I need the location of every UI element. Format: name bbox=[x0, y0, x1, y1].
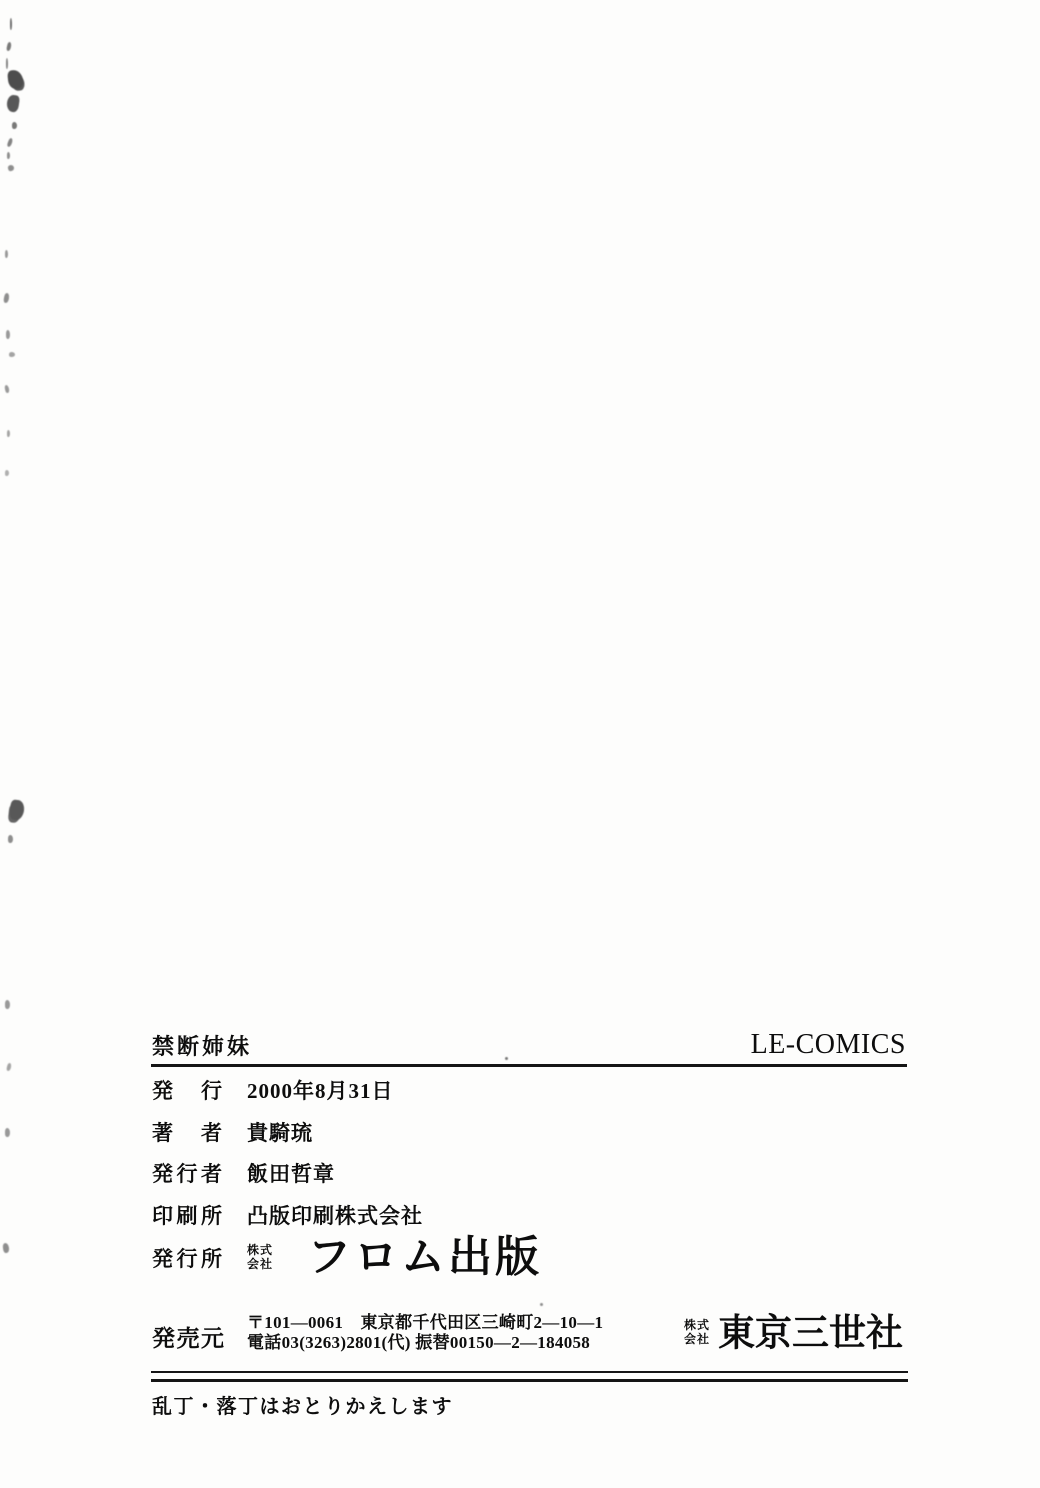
scan-artifact bbox=[5, 1000, 10, 1009]
row-value: 凸版印刷株式会社 bbox=[247, 1204, 423, 1228]
distributor-name: 東京三世社 bbox=[718, 1311, 904, 1354]
scan-artifact bbox=[7, 138, 14, 148]
scan-artifact bbox=[7, 164, 14, 171]
row-label: 印刷所 bbox=[152, 1205, 222, 1228]
scan-artifact bbox=[5, 1128, 10, 1137]
row-value: 貴騎琉 bbox=[247, 1121, 313, 1145]
corporation-prefix-bottom: 会社 bbox=[247, 1257, 274, 1271]
row-label: 発行 bbox=[152, 1080, 222, 1103]
scan-artifact bbox=[6, 42, 12, 52]
row-label: 著者 bbox=[152, 1122, 222, 1145]
scan-artifact bbox=[6, 330, 10, 339]
scan-artifact bbox=[6, 1063, 12, 1072]
row-label: 発行者 bbox=[152, 1163, 222, 1186]
scan-artifact bbox=[7, 430, 10, 437]
scan-artifact bbox=[6, 94, 20, 113]
row-value: 2000年8月31日 bbox=[247, 1079, 394, 1103]
scan-artifact bbox=[10, 18, 12, 30]
scan-artifact bbox=[7, 69, 24, 89]
corporation-prefix-top: 株式 bbox=[247, 1243, 274, 1258]
scan-artifact bbox=[505, 1057, 508, 1060]
book-title: 禁断姉妹 bbox=[152, 1034, 253, 1059]
scan-artifact bbox=[6, 58, 8, 69]
colophon-row-printer bbox=[152, 1200, 423, 1230]
colophon-row-publisher-person bbox=[152, 1158, 335, 1188]
colophon-row-author bbox=[152, 1117, 313, 1147]
scan-artifact bbox=[3, 293, 10, 304]
corporation-prefix bbox=[247, 1244, 273, 1272]
scan-artifact bbox=[5, 470, 9, 476]
address-line-2: 電話03(3263)2801(代) 振替00150—2—184058 bbox=[247, 1333, 591, 1352]
scan-artifact bbox=[540, 1303, 543, 1306]
publisher-name: フロム出版 bbox=[307, 1233, 543, 1282]
colophon-row-published bbox=[152, 1075, 394, 1105]
scan-artifact bbox=[9, 799, 25, 820]
scan-artifact bbox=[8, 835, 13, 843]
scan-artifact bbox=[12, 122, 17, 129]
corporation-prefix-top: 株式 bbox=[684, 1317, 711, 1332]
scan-artifact bbox=[7, 152, 10, 159]
footer-note: 乱丁・落丁はおとりかえします bbox=[152, 1396, 453, 1418]
row-value: 飯田哲章 bbox=[247, 1162, 335, 1186]
address-line-1: 〒101—0061 東京都千代田区三崎町2—10—1 bbox=[247, 1313, 604, 1332]
distributor-address bbox=[247, 1313, 603, 1353]
colophon-row-publishing-house bbox=[152, 1233, 543, 1282]
scan-artifact bbox=[4, 385, 10, 394]
divider-rule bbox=[151, 1064, 907, 1067]
row-label: 発売元 bbox=[152, 1325, 224, 1351]
scan-artifact bbox=[9, 352, 15, 357]
distributor-company bbox=[684, 1311, 904, 1354]
row-label: 発行所 bbox=[152, 1248, 222, 1271]
corporation-prefix bbox=[684, 1319, 710, 1347]
colophon-row-distributor bbox=[152, 1313, 603, 1353]
double-divider-rule bbox=[151, 1371, 908, 1382]
scan-artifact bbox=[2, 1243, 9, 1254]
scan-artifact bbox=[5, 250, 8, 258]
imprint-label: LE-COMICS bbox=[750, 1029, 906, 1060]
corporation-prefix-bottom: 会社 bbox=[684, 1331, 711, 1346]
